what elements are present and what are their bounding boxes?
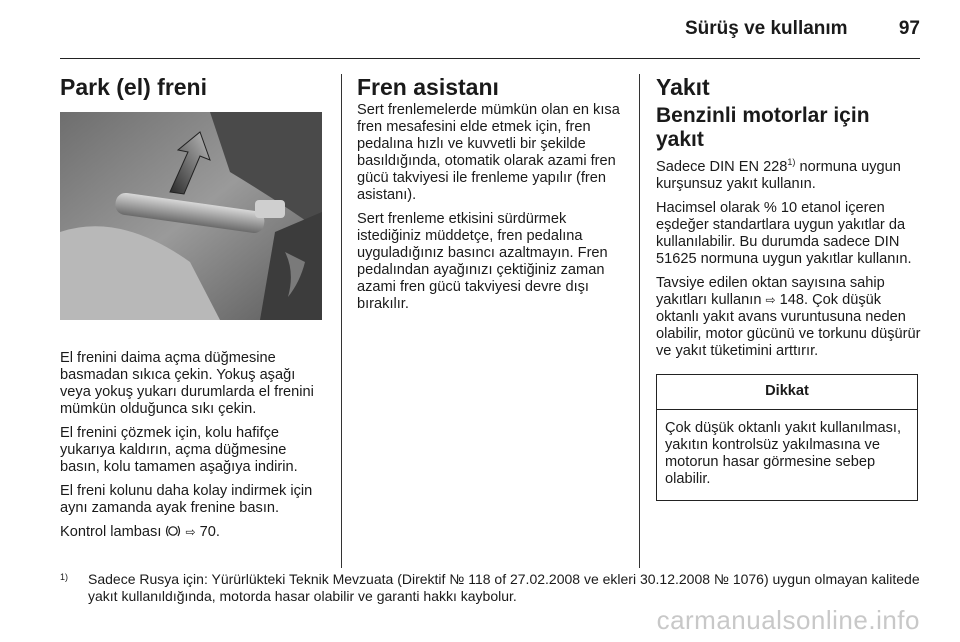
footnote-text: Sadece Rusya için: Yürürlükteki Teknik Mevzuata (Direktif № 118 of 27.02.2008 ve ekleri 30.12.2008 № 1076) uygun olmayan kalitede yakıt kullanıldığında, motorda hasar olabilir ve garanti hakkı kaybolur. <box>88 571 920 604</box>
paragraph: El frenini çözmek için, kolu hafifçe yukarıya kaldırın, açma düğmesine basın, kolu tamamen aşağıya indirin. <box>60 425 298 475</box>
column-fuel <box>656 74 922 501</box>
section-heading-fuel: Yakıt <box>656 74 710 100</box>
column-divider <box>341 74 342 568</box>
page-ref-arrow-icon: ⇨ <box>765 292 776 307</box>
paragraph: Hacimsel olarak % 10 etanol içeren eşdeğer standartlara uygun yakıtlar da kullanılabilir. Bu durumda sadece DIN 51625 normuna uygun yakıtlar kullanın. <box>656 199 912 267</box>
page-ref[interactable]: 70. <box>199 524 220 540</box>
column-parking-brake <box>60 74 324 548</box>
footnote <box>60 571 920 605</box>
paragraph: Sadece DIN EN 228$^{1)}$ normuna uygun kurşunsuz yakıt kullanın. <box>656 157 901 192</box>
caution-title: Dikkat <box>657 375 917 410</box>
paragraph: Sert frenleme etkisini sürdürmek istediğiniz müddetçe, fren pedalına uyguladığınız basıncı azaltmayın. Fren pedalından ayağınızı çektiğiniz zaman azami fren gücü takviyesi devre dışı bırakılır. <box>357 211 608 312</box>
page-number: 97 <box>898 18 920 39</box>
header-title: Sürüş ve kullanım <box>684 18 848 39</box>
page-ref[interactable]: 148. <box>779 291 809 308</box>
paragraph: El frenini daima açma düğmesine basmadan sıkıca çekin. Yokuş aşağı veya yokuş yukarı durumlarda el frenini mümkün olduğunca sıkı çekin. <box>60 350 314 417</box>
paragraph: Tavsiye edilen oktan sayısına sahip yakıtları kullanın ⇨ 148. Çok düşük oktanlı yakıt avans vuruntusuna neden olabilir, motor gücünü ve torkunu düşürür ve yakıt tüketimini arttırır. <box>656 274 921 359</box>
section-heading-parking-brake: Park (el) freni <box>60 74 207 100</box>
paragraph: El freni kolunu daha kolay indirmek için aynı zamanda ayak frenine basın. <box>60 483 313 516</box>
column-brake-assist <box>357 74 625 320</box>
watermark: carmanualsonline.info <box>656 605 920 635</box>
handbrake-photo <box>60 112 322 320</box>
footnote-ref[interactable]: 1) <box>787 157 796 167</box>
paragraph: Sert frenlemelerde mümkün olan en kısa fren mesafesini elde etmek için, fren pedalına hızlı ve kuvvetli bir şekilde basıldığında, otomatik olarak azami fren gücü takviyesi ile frenleme yapılır (fren asistanı). <box>357 102 620 203</box>
section-heading-brake-assist: Fren asistanı <box>357 74 499 100</box>
footnote-mark: 1) <box>60 572 69 582</box>
caution-box <box>656 374 918 501</box>
header-rule <box>60 58 920 59</box>
page-ref-arrow-icon: ⇨ <box>185 525 196 539</box>
column-divider <box>639 74 640 568</box>
page-header <box>685 18 920 40</box>
subheading-petrol-fuel: Benzinli motorlar için yakıt <box>656 104 870 151</box>
brake-warning-lamp-icon <box>165 524 181 538</box>
control-lamp-reference: Kontrol lambası ⇨ 70. <box>60 524 220 540</box>
caution-text: Çok düşük oktanlı yakıt kullanılması, yakıtın kontrolsüz yakılmasına ve motorun hasar görmesine sebep olabilir. <box>665 419 902 487</box>
